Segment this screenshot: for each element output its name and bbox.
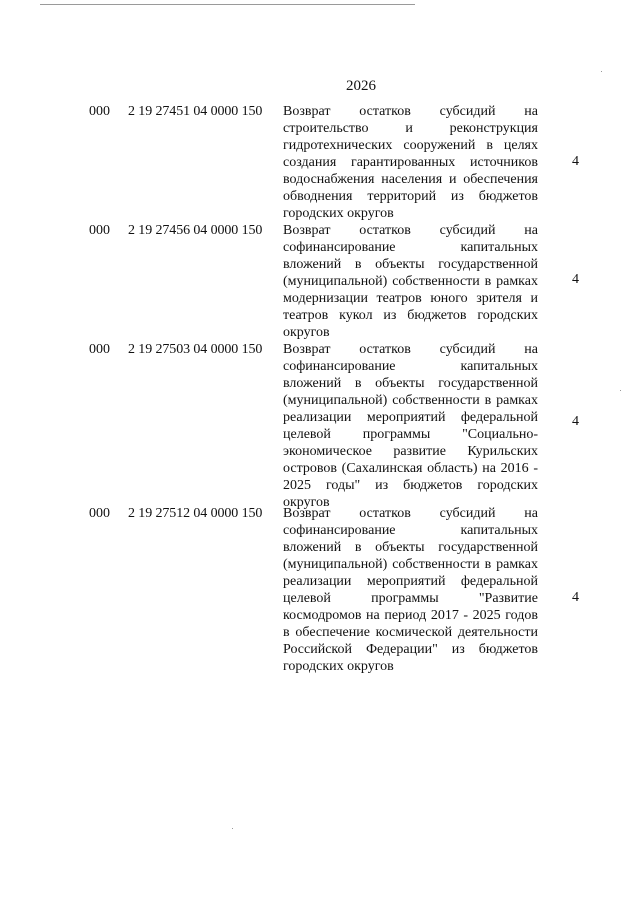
row-amount: 4 <box>572 154 579 169</box>
income-description: Возврат остатков субсидий на софинансирование капитальных вложений в объекты государственной (муниципальной) собственности в рамках модернизации театров юного зрителя и театров кукол из бюджетов городских округов <box>283 223 538 340</box>
admin-code: 000 <box>89 223 110 238</box>
income-description: Возврат остатков субсидий на софинансирование капитальных вложений в объекты государственной (муниципальной) собственности в рамках реализации мероприятий федеральной целевой программы "Развитие космодромов на период 2017 - 2025 годов в обеспечение космической деятельности Российской Федерации" из бюджетов городских округов <box>283 506 538 674</box>
income-description: Возврат остатков субсидий на строительство и реконструкция гидротехнических сооружений в целях создания гарантированных источников водоснабжения населения и обеспечения обводнения территорий из бюджетов городских округов <box>283 104 538 221</box>
budget-classification-code: 2 19 27456 04 0000 150 <box>128 223 263 238</box>
scan-speck <box>601 71 602 72</box>
page-number: 2026 <box>346 78 376 94</box>
budget-classification-code: 2 19 27451 04 0000 150 <box>128 104 263 119</box>
scan-speck <box>620 390 621 391</box>
top-scan-rule <box>40 4 415 5</box>
admin-code: 000 <box>89 506 110 521</box>
budget-classification-code: 2 19 27512 04 0000 150 <box>128 506 263 521</box>
scan-speck <box>232 828 233 829</box>
admin-code: 000 <box>89 104 110 119</box>
row-amount: 4 <box>572 414 579 429</box>
row-amount: 4 <box>572 590 579 605</box>
row-amount: 4 <box>572 272 579 287</box>
admin-code: 000 <box>89 342 110 357</box>
budget-classification-code: 2 19 27503 04 0000 150 <box>128 342 263 357</box>
income-description: Возврат остатков субсидий на софинансирование капитальных вложений в объекты государственной (муниципальной) собственности в рамках реализации мероприятий федеральной целевой программы "Социально-экономическое развитие Курильских островов (Сахалинская область) на 2016 - 2025 годы" из бюджетов городских округов <box>283 342 538 510</box>
